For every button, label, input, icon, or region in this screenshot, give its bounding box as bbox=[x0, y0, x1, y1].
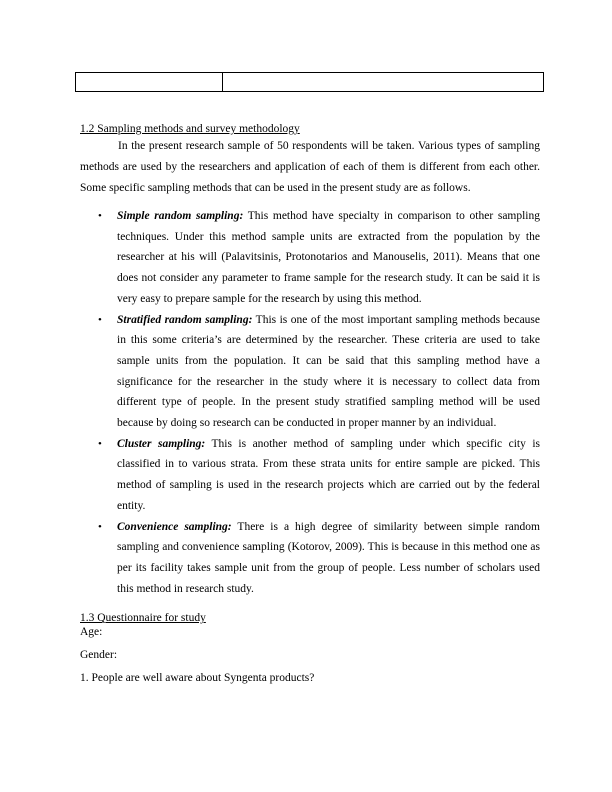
list-item bbox=[98, 206, 541, 310]
list-item-term: Stratified random sampling: bbox=[117, 313, 253, 326]
section-heading-sampling: 1.2 Sampling methods and survey methodology bbox=[80, 123, 300, 135]
list-item-term: Simple random sampling: bbox=[117, 210, 244, 222]
list-item bbox=[98, 310, 540, 434]
question-1: 1. People are well aware about Syngenta products? bbox=[80, 672, 315, 685]
list-item-term: Cluster sampling: bbox=[117, 437, 206, 450]
section-heading-questionnaire: 1.3 Questionnaire for study bbox=[80, 612, 206, 625]
gender-label: Gender: bbox=[80, 649, 118, 662]
list-item-text: This is one of the most important sampling methods because in this some criteria’s are determined by the researcher. These criteria are used to take sample units from the population. It can be said that this sampling method have a significance for the researcher in the study where it is necessary to collect data from different type of people. In the present study stratified sampling method will be used because by doing so research can be conducted in proper manner by an individual. bbox=[117, 313, 540, 430]
list-item-text: This method have specialty in comparison to other sampling techniques. Under this method sample units are extracted from the population by the researcher at his will (Palavitsinis, Protonotarios and Manouselis, 2011). Means that one does not consider any parameter to frame sample for the research study. It can be said it is very easy to prepare sample for the research by using this method. bbox=[117, 210, 541, 305]
top-table bbox=[75, 72, 544, 92]
age-label: Age: bbox=[80, 626, 103, 639]
list-item-term: Convenience sampling: bbox=[117, 520, 232, 533]
list-item bbox=[98, 517, 540, 600]
list-item-text: This is another method of sampling under which specific city is classified in to various strata. From these strata units for entire sample are picked. This method of sampling is used in the research projects which are carried out by the federal entity. bbox=[117, 437, 540, 512]
bullet-icon: • bbox=[98, 437, 102, 450]
sampling-methods-list bbox=[80, 206, 540, 599]
bullet-icon: • bbox=[98, 520, 102, 533]
bullet-icon: • bbox=[98, 313, 102, 326]
table-cell bbox=[223, 73, 543, 91]
table-cell bbox=[76, 73, 223, 91]
intro-paragraph: In the present research sample of 50 respondents will be taken. Various types of sampling methods are used by the researchers and application of each of them is different from each other. Some specific sampling methods that can be used in the present study are as follows. bbox=[80, 140, 540, 194]
document-body bbox=[80, 122, 540, 685]
list-item-text: There is a high degree of similarity between simple random sampling and convenience sampling (Kotorov, 2009). This is because in this method one as per its facility takes sample unit from the group of people. Less number of scholars used this method in research study. bbox=[117, 520, 540, 595]
bullet-icon: • bbox=[98, 210, 102, 222]
list-item bbox=[98, 434, 540, 517]
